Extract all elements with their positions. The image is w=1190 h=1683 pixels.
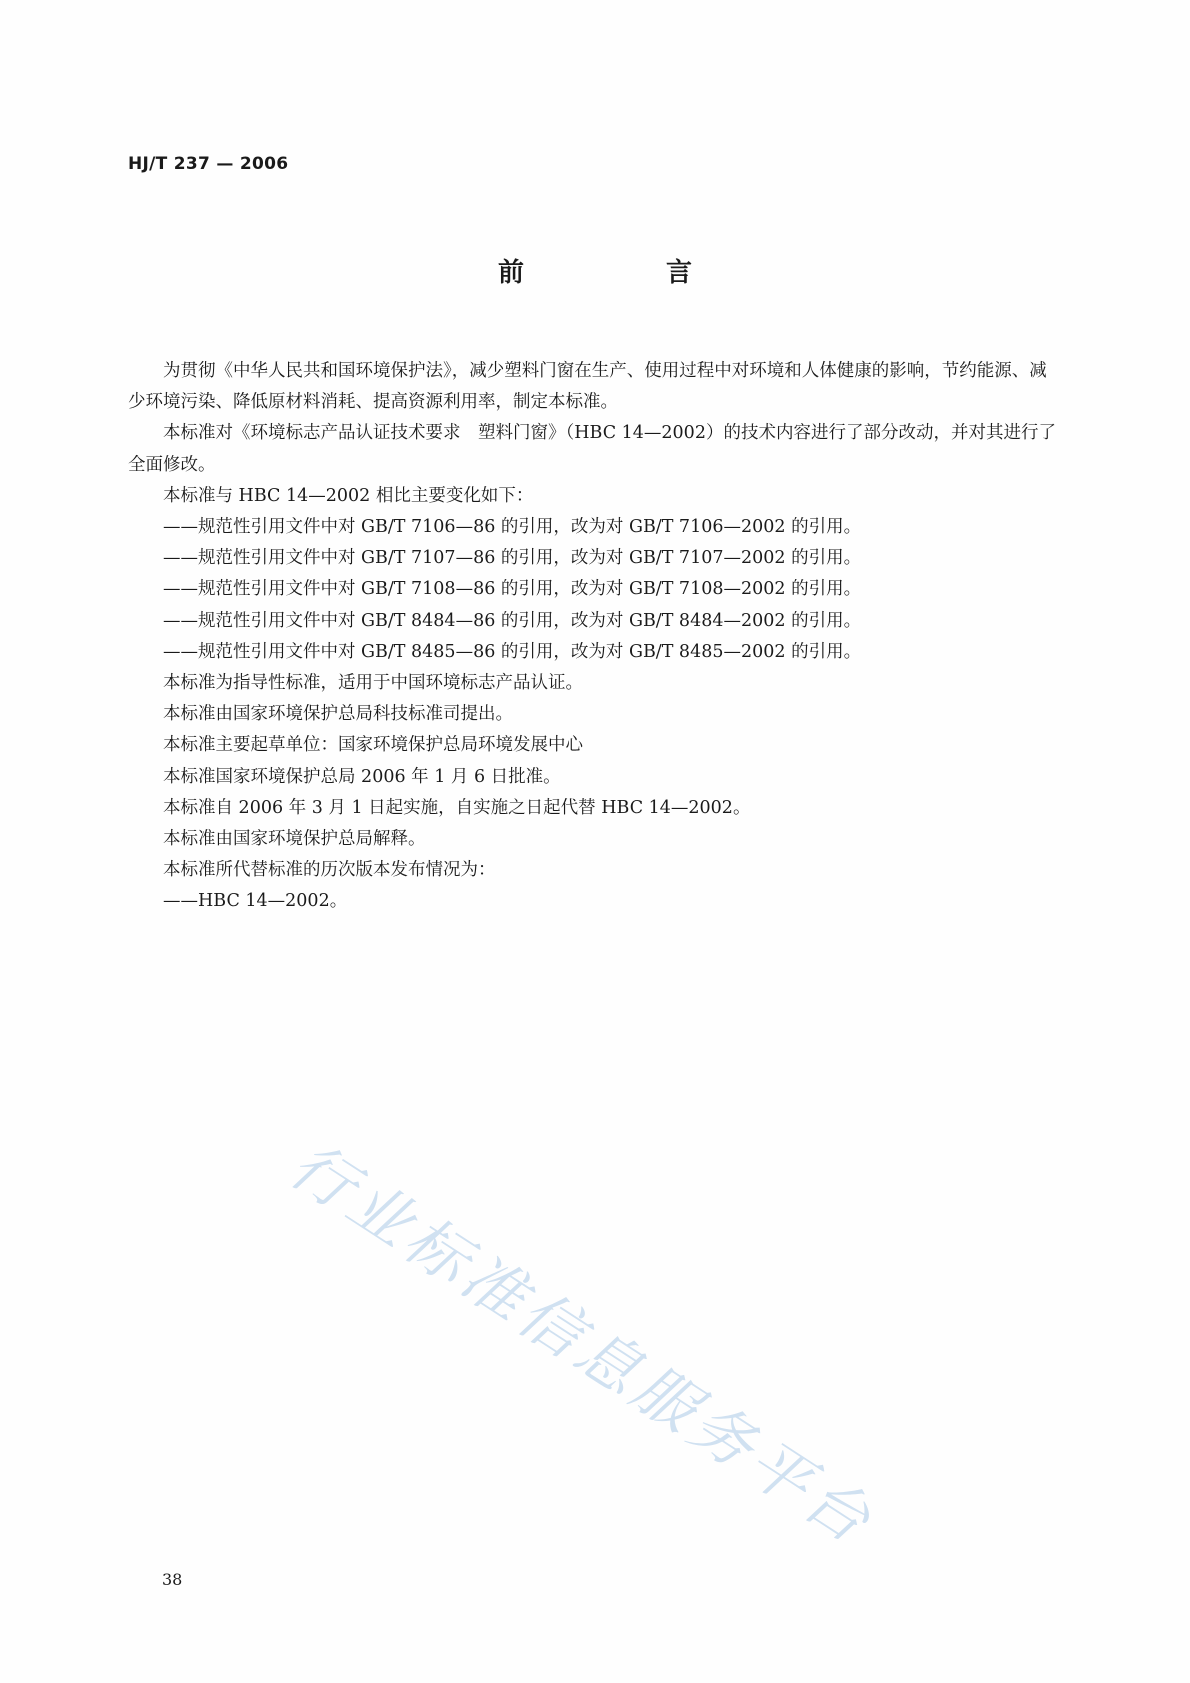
- statement: 本标准由国家环境保护总局解释。: [163, 829, 426, 850]
- statement: 本标准自 2006 年 3 月 1 日起实施，自实施之日起代替 HBC 14—2002。: [163, 797, 751, 818]
- statement: 本标准国家环境保护总局 2006 年 1 月 6 日批准。: [163, 766, 561, 787]
- statement: 本标准主要起草单位：国家环境保护总局环境发展中心: [163, 735, 583, 756]
- change-item: ——规范性引用文件中对 GB/T 8484—86 的引用，改为对 GB/T 8484—2002 的引用。: [163, 610, 862, 631]
- change-item: ——规范性引用文件中对 GB/T 7106—86 的引用，改为对 GB/T 7106—2002 的引用。: [163, 517, 862, 538]
- statement: 本标准所代替标准的历次版本发布情况为：: [163, 860, 496, 881]
- standard-code: HJ/T 237 — 2006: [128, 154, 289, 174]
- change-item: ——规范性引用文件中对 GB/T 7108—86 的引用，改为对 GB/T 7108—2002 的引用。: [163, 579, 862, 600]
- paragraph: 本标准与 HBC 14—2002 相比主要变化如下：: [163, 485, 534, 506]
- statement: 本标准由国家环境保护总局科技标准司提出。: [163, 704, 513, 725]
- paragraph: 本标准对《环境标志产品认证技术要求 塑料门窗》（HBC 14—2002）的技术内容进行了部分改动，并对其进行了全面修改。: [128, 423, 1056, 475]
- foreword-body: [128, 356, 1058, 918]
- change-item: ——规范性引用文件中对 GB/T 8485—86 的引用，改为对 GB/T 8485—2002 的引用。: [163, 641, 862, 662]
- watermark: 行业标准信息服务平台: [277, 1128, 888, 1560]
- page-title: 前 言: [497, 258, 750, 288]
- paragraph: 为贯彻《中华人民共和国环境保护法》，减少塑料门窗在生产、使用过程中对环境和人体健康的影响，节约能源、减少环境污染、降低原材料消耗、提高资源利用率，制定本标准。: [128, 361, 1047, 413]
- change-item: ——规范性引用文件中对 GB/T 7107—86 的引用，改为对 GB/T 7107—2002 的引用。: [163, 548, 862, 569]
- statement: 本标准为指导性标准，适用于中国环境标志产品认证。: [163, 673, 583, 694]
- page-number: 38: [162, 1570, 183, 1589]
- history-item: ——HBC 14—2002。: [163, 891, 348, 912]
